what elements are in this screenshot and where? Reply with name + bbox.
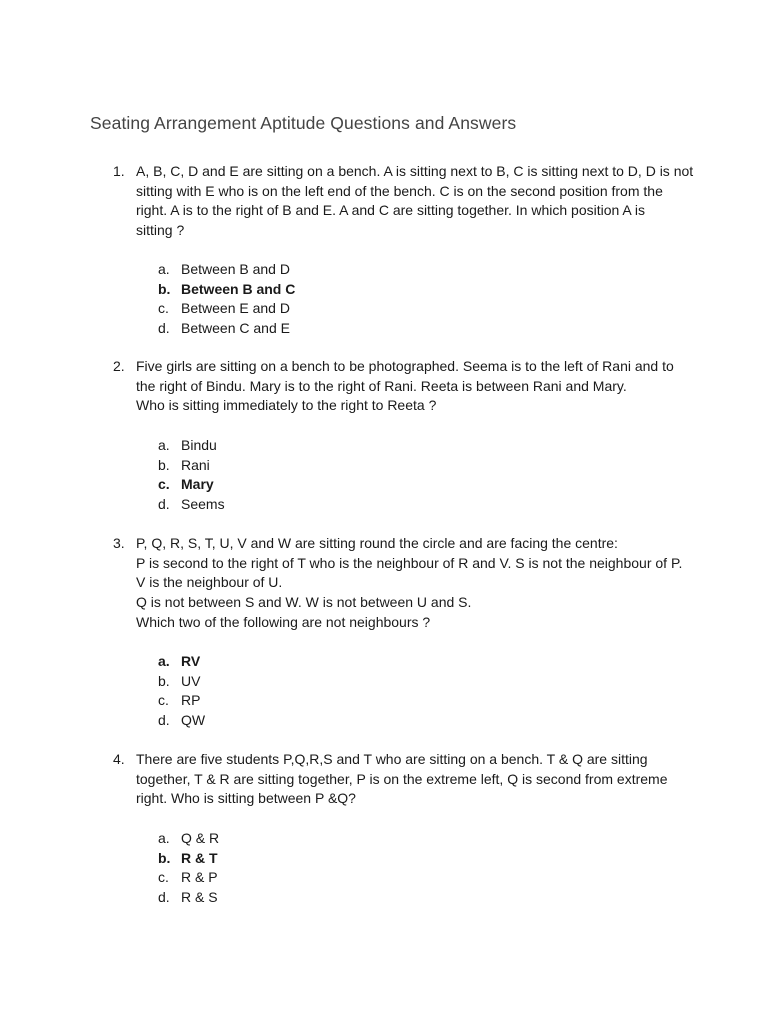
question-line: P is second to the right of T who is the neighbour of R and V. S is not the neighbour of P.	[136, 554, 683, 571]
option-2b	[0, 456, 768, 476]
question-line: sitting ?	[136, 222, 185, 239]
option-letter: c.	[158, 869, 169, 886]
question-line: Who is sitting immediately to the right to Reeta ?	[136, 397, 437, 414]
option-letter: a.	[158, 261, 170, 277]
option-letter: d.	[158, 889, 170, 906]
option-letter: c.	[158, 692, 169, 709]
question-line: Five girls are sitting on a bench to be photographed. Seema is to the left of Rani and to	[136, 358, 674, 374]
option-text: Rani	[181, 456, 210, 473]
option-text: R & P	[181, 869, 218, 886]
option-text: Between B and D	[181, 261, 290, 277]
option-text: Bindu	[181, 437, 217, 453]
question-text	[136, 162, 694, 241]
question-number: 4.	[113, 751, 125, 767]
question-number: 2.	[113, 358, 125, 374]
question-line: A, B, C, D and E are sitting on a bench. A is sitting next to B, C is sitting next to D, D is not	[136, 163, 694, 179]
option-letter: d.	[158, 712, 170, 729]
option-1a	[0, 260, 768, 280]
option-4c	[0, 868, 768, 888]
option-4a	[0, 829, 768, 849]
question-text	[136, 534, 683, 633]
option-1c	[0, 299, 768, 319]
option-text: UV	[181, 672, 201, 689]
question-line: right. Who is sitting between P &Q?	[136, 790, 356, 807]
option-1d	[0, 319, 768, 339]
option-text: R & T	[181, 849, 218, 866]
option-letter: c.	[158, 476, 170, 493]
option-3c	[0, 691, 768, 711]
question-line: right. A is to the right of B and E. A and C are sitting together. In which position A is	[136, 202, 645, 219]
option-text: Between B and C	[181, 280, 296, 297]
option-4d	[0, 888, 768, 908]
option-3d	[0, 711, 768, 731]
option-letter: b.	[158, 672, 170, 689]
question-number: 1.	[113, 163, 125, 179]
option-text: Between E and D	[181, 300, 290, 317]
option-text: Seems	[181, 496, 225, 513]
option-letter: d.	[158, 496, 170, 513]
option-letter: b.	[158, 456, 170, 473]
option-text: Between C and E	[181, 320, 290, 337]
option-2d	[0, 495, 768, 515]
option-text: RV	[181, 653, 201, 669]
option-text: QW	[181, 712, 206, 729]
question-line: sitting with E who is on the left end of the bench. C is on the second position from the	[136, 182, 663, 199]
option-text: Q & R	[181, 830, 220, 846]
page-title: Seating Arrangement Aptitude Questions and Answers	[90, 113, 517, 133]
option-letter: c.	[158, 300, 169, 317]
option-2c-correct	[0, 475, 768, 495]
option-letter: b.	[158, 280, 171, 297]
option-3a-correct	[0, 652, 768, 672]
option-letter: a.	[158, 830, 170, 846]
question-text	[136, 357, 676, 416]
option-4b-correct	[0, 849, 768, 869]
option-letter: b.	[158, 849, 171, 866]
option-3b	[0, 672, 768, 692]
question-line: together, T & R are sitting together, P is on the extreme left, Q is second from extreme	[136, 770, 668, 787]
question-line: P, Q, R, S, T, U, V and W are sitting round the circle and are facing the centre:	[136, 535, 618, 551]
option-text: RP	[181, 692, 201, 709]
question-line: V is the neighbour of U.	[136, 574, 283, 591]
option-2a	[0, 436, 768, 456]
question-line: Q is not between S and W. W is not between U and S.	[136, 594, 472, 611]
question-line: the right of Bindu. Mary is to the right of Rani. Reeta is between Rani and Mary.	[136, 377, 627, 394]
option-1b-correct	[0, 280, 768, 300]
option-letter: d.	[158, 320, 170, 337]
option-letter: a.	[158, 437, 170, 453]
question-line: There are five students P,Q,R,S and T who are sitting on a bench. T & Q are sitting	[136, 751, 648, 767]
option-letter: a.	[158, 653, 170, 669]
option-text: Mary	[181, 476, 214, 493]
option-text: R & S	[181, 889, 218, 906]
question-line: Which two of the following are not neighbours ?	[136, 613, 431, 630]
question-number: 3.	[113, 535, 125, 551]
question-text	[136, 750, 676, 809]
